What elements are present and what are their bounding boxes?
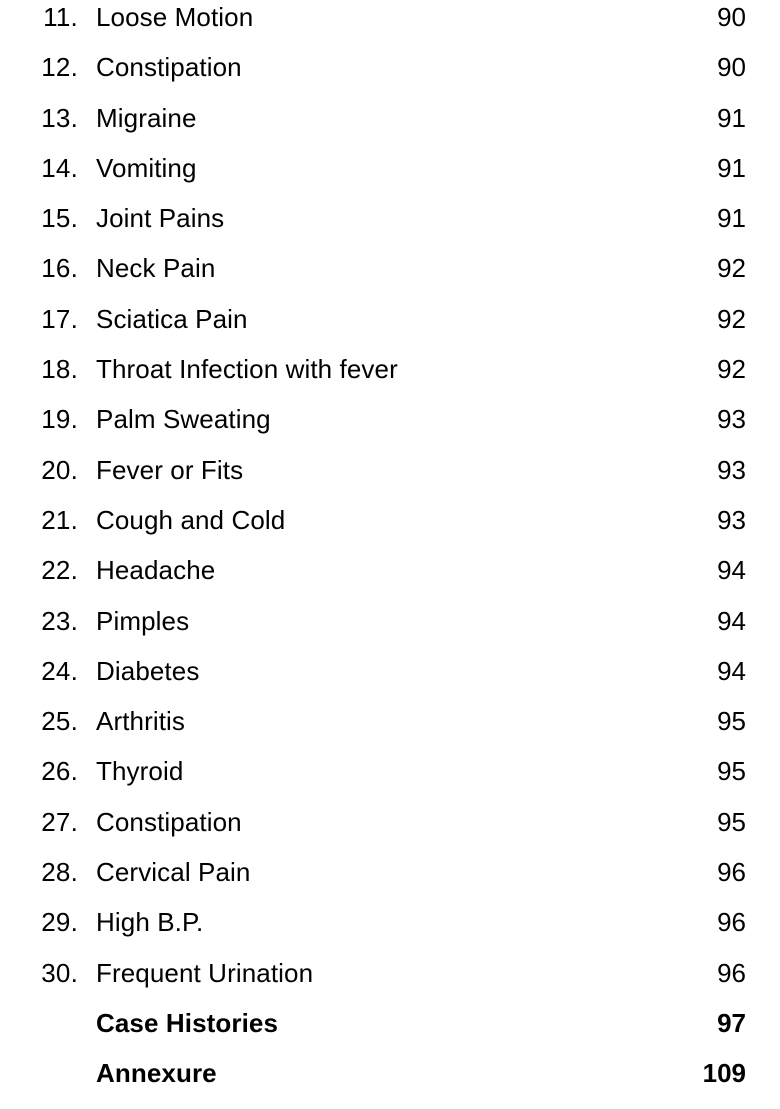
toc-entry-page-number: 92	[717, 354, 746, 385]
toc-entry-title: Fever or Fits	[96, 454, 244, 485]
toc-entry-number: 12.	[41, 52, 78, 83]
toc-entry-number: 14.	[41, 152, 78, 183]
toc-entry-title: Neck Pain	[96, 253, 216, 284]
toc-entry-title: Constipation	[96, 806, 242, 837]
toc-entry-page-number: 91	[717, 203, 746, 234]
toc-entry-row[interactable]	[10, 354, 746, 404]
toc-entry-title: Diabetes	[96, 655, 200, 686]
toc-entry-row[interactable]	[10, 807, 746, 857]
toc-entry-page-number: 92	[717, 303, 746, 334]
toc-entry-title: Headache	[96, 555, 216, 586]
toc-entry-number: 17.	[41, 303, 78, 334]
toc-entry-page-number: 91	[717, 152, 746, 183]
toc-entry-row[interactable]	[10, 505, 746, 555]
toc-entry-title: Annexure	[96, 1058, 217, 1089]
toc-entry-number: 22.	[41, 555, 78, 586]
toc-entry-row[interactable]	[10, 404, 746, 454]
toc-entry-row[interactable]	[10, 656, 746, 706]
toc-entry-row[interactable]	[10, 2, 746, 52]
toc-entry-title: Migraine	[96, 102, 197, 133]
toc-entry-title: Pimples	[96, 605, 190, 636]
toc-entry-number: 27.	[41, 806, 78, 837]
toc-entry-row[interactable]	[10, 52, 746, 102]
toc-entry-title: Vomiting	[96, 152, 197, 183]
toc-entry-row[interactable]	[10, 706, 746, 756]
toc-entry-number: 19.	[41, 404, 78, 435]
toc-entry-title: Thyroid	[96, 756, 184, 787]
toc-entry-title: Frequent Urination	[96, 957, 314, 988]
toc-entry-row[interactable]	[10, 253, 746, 303]
toc-entry-row[interactable]	[10, 153, 746, 203]
toc-entry-page-number: 91	[717, 102, 746, 133]
toc-entry-row[interactable]	[10, 555, 746, 605]
toc-entry-title: Loose Motion	[96, 2, 254, 32]
toc-entry-number: 26.	[41, 756, 78, 787]
toc-section-row[interactable]	[10, 1008, 746, 1058]
toc-entry-page-number: 90	[717, 52, 746, 83]
toc-list	[10, 2, 746, 1109]
toc-entry-row[interactable]	[10, 455, 746, 505]
toc-entry-title: Cough and Cold	[96, 504, 286, 535]
toc-entry-number: 23.	[41, 605, 78, 636]
toc-entry-row[interactable]	[10, 756, 746, 806]
toc-entry-row[interactable]	[10, 103, 746, 153]
toc-entry-number: 30.	[41, 957, 78, 988]
toc-entry-row[interactable]	[10, 606, 746, 656]
toc-entry-title: Case Histories	[96, 1007, 279, 1038]
toc-entry-title: High B.P.	[96, 907, 204, 938]
toc-entry-number: 13.	[41, 102, 78, 133]
toc-entry-page-number: 95	[717, 756, 746, 787]
toc-entry-number: 24.	[41, 655, 78, 686]
toc-entry-title: Arthritis	[96, 706, 186, 737]
toc-entry-page-number: 93	[717, 404, 746, 435]
toc-entry-page-number: 92	[717, 253, 746, 284]
toc-entry-page-number: 94	[717, 655, 746, 686]
toc-entry-page-number: 96	[717, 907, 746, 938]
toc-section-row[interactable]	[10, 1058, 746, 1108]
toc-entry-page-number: 93	[717, 504, 746, 535]
toc-entry-page-number: 94	[717, 555, 746, 586]
toc-entry-page-number: 97	[717, 1007, 746, 1038]
toc-entry-page-number: 90	[717, 2, 746, 32]
toc-entry-page-number: 96	[717, 857, 746, 888]
toc-entry-number: 11.	[43, 2, 78, 32]
toc-entry-page-number: 109	[702, 1058, 746, 1089]
toc-entry-number: 28.	[41, 857, 78, 888]
toc-entry-page-number: 95	[717, 806, 746, 837]
toc-entry-row[interactable]	[10, 958, 746, 1008]
toc-entry-number: 29.	[41, 907, 78, 938]
toc-entry-row[interactable]	[10, 857, 746, 907]
toc-entry-page-number: 93	[717, 454, 746, 485]
toc-entry-number: 21.	[41, 504, 78, 535]
toc-entry-number: 16.	[41, 253, 78, 284]
toc-entry-page-number: 94	[717, 605, 746, 636]
toc-entry-title: Constipation	[96, 52, 242, 83]
toc-entry-number: 18.	[41, 354, 78, 385]
toc-entry-title: Joint Pains	[96, 203, 225, 234]
toc-entry-number: 20.	[41, 454, 78, 485]
toc-entry-row[interactable]	[10, 907, 746, 957]
toc-entry-number: 15.	[41, 203, 78, 234]
toc-entry-page-number: 96	[717, 957, 746, 988]
toc-entry-title: Sciatica Pain	[96, 303, 248, 334]
toc-entry-title: Cervical Pain	[96, 857, 251, 888]
toc-entry-row[interactable]	[10, 203, 746, 253]
toc-entry-page-number: 95	[717, 706, 746, 737]
toc-entry-row[interactable]	[10, 304, 746, 354]
toc-entry-title: Palm Sweating	[96, 404, 271, 435]
toc-entry-number: 25.	[41, 706, 78, 737]
toc-entry-title: Throat Infection with fever	[96, 354, 398, 385]
